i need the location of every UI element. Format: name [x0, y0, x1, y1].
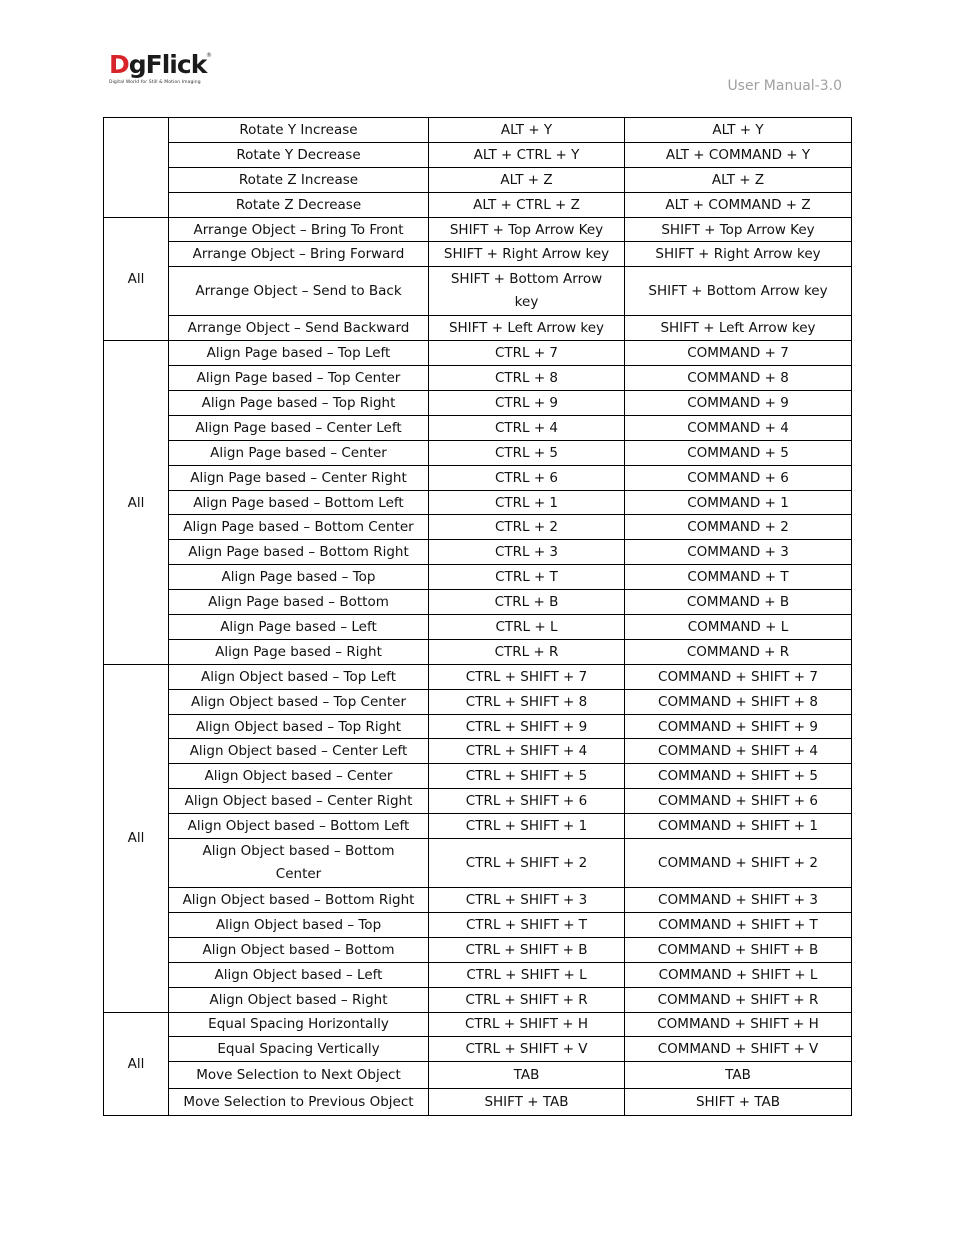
- action-cell: Align Object based – Bottom Right: [169, 888, 429, 913]
- action-cell: Align Object based – Bottom: [169, 937, 429, 962]
- action-cell: Rotate Y Increase: [169, 118, 429, 143]
- windows-shortcut-cell: CTRL + 5: [429, 440, 625, 465]
- action-cell: Align Object based – Left: [169, 962, 429, 987]
- action-cell: Rotate Z Increase: [169, 167, 429, 192]
- table-row: [104, 142, 852, 167]
- mac-shortcut-cell: COMMAND + SHIFT + T: [625, 912, 852, 937]
- action-cell: Align Object based – Center Right: [169, 789, 429, 814]
- action-cell: Rotate Z Decrease: [169, 192, 429, 217]
- windows-shortcut-cell: CTRL + SHIFT + 5: [429, 764, 625, 789]
- windows-shortcut-cell: CTRL + 2: [429, 515, 625, 540]
- action-cell: Arrange Object – Bring To Front: [169, 217, 429, 242]
- table-row: [104, 242, 852, 267]
- mac-shortcut-cell: COMMAND + 3: [625, 540, 852, 565]
- windows-shortcut-cell: TAB: [429, 1062, 625, 1089]
- action-cell: Equal Spacing Vertically: [169, 1037, 429, 1062]
- table-row: [104, 888, 852, 913]
- table-row: [104, 515, 852, 540]
- action-cell: Align Page based – Top Left: [169, 341, 429, 366]
- windows-shortcut-cell: CTRL + SHIFT + 1: [429, 814, 625, 839]
- table-row: [104, 739, 852, 764]
- table-row: [104, 267, 852, 316]
- logo-wordmark: DgFlick: [109, 50, 207, 79]
- logo-tagline: Digital World for Still & Motion Imaging: [109, 80, 201, 85]
- windows-shortcut-cell: CTRL + SHIFT + 4: [429, 739, 625, 764]
- platform-group-cell: All: [104, 341, 169, 665]
- mac-shortcut-cell: SHIFT + TAB: [625, 1089, 852, 1116]
- windows-shortcut-cell: ALT + Z: [429, 167, 625, 192]
- action-cell: Align Page based – Center Right: [169, 465, 429, 490]
- windows-shortcut-cell: SHIFT + TAB: [429, 1089, 625, 1116]
- action-cell: Align Object based – Top Center: [169, 689, 429, 714]
- windows-shortcut-cell: CTRL + 8: [429, 366, 625, 391]
- mac-shortcut-cell: COMMAND + SHIFT + 5: [625, 764, 852, 789]
- platform-group-cell: All: [104, 1012, 169, 1116]
- table-row: [104, 639, 852, 664]
- table-row: [104, 962, 852, 987]
- action-cell: Align Page based – Top Center: [169, 366, 429, 391]
- windows-shortcut-cell: CTRL + SHIFT + B: [429, 937, 625, 962]
- mac-shortcut-cell: COMMAND + T: [625, 565, 852, 590]
- action-cell: Equal Spacing Horizontally: [169, 1012, 429, 1037]
- table-row: [104, 1037, 852, 1062]
- table-row: [104, 490, 852, 515]
- dgflick-logo: [109, 52, 219, 96]
- table-row: [104, 118, 852, 143]
- windows-shortcut-cell: CTRL + SHIFT + L: [429, 962, 625, 987]
- mac-shortcut-cell: ALT + Y: [625, 118, 852, 143]
- mac-shortcut-cell: SHIFT + Top Arrow Key: [625, 217, 852, 242]
- action-cell: Align Page based – Top: [169, 565, 429, 590]
- mac-shortcut-cell: COMMAND + SHIFT + 8: [625, 689, 852, 714]
- mac-shortcut-cell: COMMAND + 4: [625, 415, 852, 440]
- table-row: [104, 615, 852, 640]
- table-row: [104, 540, 852, 565]
- windows-shortcut-cell: CTRL + SHIFT + R: [429, 987, 625, 1012]
- windows-shortcut-cell: SHIFT + Top Arrow Key: [429, 217, 625, 242]
- mac-shortcut-cell: COMMAND + 8: [625, 366, 852, 391]
- shortcut-table-body: [104, 118, 852, 1116]
- windows-shortcut-cell: CTRL + 6: [429, 465, 625, 490]
- table-row: [104, 937, 852, 962]
- table-row: [104, 316, 852, 341]
- windows-shortcut-cell: ALT + Y: [429, 118, 625, 143]
- table-row: [104, 1062, 852, 1089]
- windows-shortcut-cell: CTRL + SHIFT + 8: [429, 689, 625, 714]
- table-row: [104, 987, 852, 1012]
- mac-shortcut-cell: COMMAND + 5: [625, 440, 852, 465]
- windows-shortcut-cell: SHIFT + Left Arrow key: [429, 316, 625, 341]
- action-cell: Align Page based – Bottom Right: [169, 540, 429, 565]
- action-cell: Move Selection to Previous Object: [169, 1089, 429, 1116]
- action-cell: Rotate Y Decrease: [169, 142, 429, 167]
- mac-shortcut-cell: COMMAND + 1: [625, 490, 852, 515]
- action-cell: Align Object based – Top Right: [169, 714, 429, 739]
- mac-shortcut-cell: SHIFT + Left Arrow key: [625, 316, 852, 341]
- table-row: [104, 341, 852, 366]
- table-row: [104, 839, 852, 888]
- action-cell: Align Page based – Right: [169, 639, 429, 664]
- action-cell: Align Page based – Bottom Left: [169, 490, 429, 515]
- windows-shortcut-cell: CTRL + R: [429, 639, 625, 664]
- windows-shortcut-cell: CTRL + 3: [429, 540, 625, 565]
- platform-group-cell: All: [104, 217, 169, 341]
- mac-shortcut-cell: COMMAND + R: [625, 639, 852, 664]
- table-row: [104, 465, 852, 490]
- table-row: [104, 764, 852, 789]
- table-row: [104, 1089, 852, 1116]
- mac-shortcut-cell: COMMAND + SHIFT + 4: [625, 739, 852, 764]
- windows-shortcut-cell: CTRL + B: [429, 590, 625, 615]
- shortcut-table: [103, 117, 852, 1116]
- mac-shortcut-cell: SHIFT + Bottom Arrow key: [625, 267, 852, 316]
- logo-registered-mark: ®: [206, 52, 212, 59]
- mac-shortcut-cell: COMMAND + SHIFT + 2: [625, 839, 852, 888]
- windows-shortcut-cell: ALT + CTRL + Z: [429, 192, 625, 217]
- windows-shortcut-cell: CTRL + SHIFT + T: [429, 912, 625, 937]
- mac-shortcut-cell: COMMAND + B: [625, 590, 852, 615]
- table-row: [104, 1012, 852, 1037]
- mac-shortcut-cell: COMMAND + SHIFT + L: [625, 962, 852, 987]
- windows-shortcut-cell: CTRL + SHIFT + V: [429, 1037, 625, 1062]
- windows-shortcut-cell: SHIFT + Right Arrow key: [429, 242, 625, 267]
- windows-shortcut-cell: ALT + CTRL + Y: [429, 142, 625, 167]
- windows-shortcut-cell: CTRL + SHIFT + 6: [429, 789, 625, 814]
- mac-shortcut-cell: COMMAND + SHIFT + 9: [625, 714, 852, 739]
- mac-shortcut-cell: TAB: [625, 1062, 852, 1089]
- table-row: [104, 366, 852, 391]
- action-cell: Arrange Object – Send Backward: [169, 316, 429, 341]
- windows-shortcut-cell: CTRL + SHIFT + H: [429, 1012, 625, 1037]
- action-cell: Align Page based – Center Left: [169, 415, 429, 440]
- table-row: [104, 565, 852, 590]
- action-cell: Arrange Object – Bring Forward: [169, 242, 429, 267]
- mac-shortcut-cell: SHIFT + Right Arrow key: [625, 242, 852, 267]
- mac-shortcut-cell: COMMAND + SHIFT + 7: [625, 664, 852, 689]
- action-cell: Align Object based – Center Left: [169, 739, 429, 764]
- windows-shortcut-cell: CTRL + 9: [429, 391, 625, 416]
- windows-shortcut-cell: CTRL + SHIFT + 3: [429, 888, 625, 913]
- mac-shortcut-cell: COMMAND + SHIFT + H: [625, 1012, 852, 1037]
- action-cell: Align Object based – Center: [169, 764, 429, 789]
- mac-shortcut-cell: COMMAND + SHIFT + V: [625, 1037, 852, 1062]
- table-row: [104, 440, 852, 465]
- action-cell: Align Page based – Top Right: [169, 391, 429, 416]
- action-cell: Align Page based – Left: [169, 615, 429, 640]
- windows-shortcut-cell: CTRL + 1: [429, 490, 625, 515]
- mac-shortcut-cell: ALT + Z: [625, 167, 852, 192]
- table-row: [104, 415, 852, 440]
- action-cell: Move Selection to Next Object: [169, 1062, 429, 1089]
- mac-shortcut-cell: COMMAND + SHIFT + 3: [625, 888, 852, 913]
- table-row: [104, 912, 852, 937]
- action-cell: Align Object based – Top: [169, 912, 429, 937]
- mac-shortcut-cell: COMMAND + SHIFT + 1: [625, 814, 852, 839]
- mac-shortcut-cell: COMMAND + 6: [625, 465, 852, 490]
- windows-shortcut-cell: SHIFT + Bottom Arrow key: [429, 267, 625, 316]
- mac-shortcut-cell: ALT + COMMAND + Z: [625, 192, 852, 217]
- action-cell: Align Page based – Center: [169, 440, 429, 465]
- windows-shortcut-cell: CTRL + L: [429, 615, 625, 640]
- table-row: [104, 814, 852, 839]
- table-row: [104, 714, 852, 739]
- table-row: [104, 590, 852, 615]
- windows-shortcut-cell: CTRL + SHIFT + 7: [429, 664, 625, 689]
- mac-shortcut-cell: COMMAND + 7: [625, 341, 852, 366]
- table-row: [104, 217, 852, 242]
- manual-version: User Manual-3.0: [727, 78, 842, 94]
- action-cell: Align Object based – Bottom Center: [169, 839, 429, 888]
- windows-shortcut-cell: CTRL + 7: [429, 341, 625, 366]
- action-cell: Align Object based – Right: [169, 987, 429, 1012]
- table-row: [104, 167, 852, 192]
- table-row: [104, 789, 852, 814]
- platform-group-cell: All: [104, 664, 169, 1012]
- windows-shortcut-cell: CTRL + T: [429, 565, 625, 590]
- mac-shortcut-cell: COMMAND + 9: [625, 391, 852, 416]
- action-cell: Align Object based – Bottom Left: [169, 814, 429, 839]
- action-cell: Align Object based – Top Left: [169, 664, 429, 689]
- table-row: [104, 664, 852, 689]
- windows-shortcut-cell: CTRL + SHIFT + 9: [429, 714, 625, 739]
- mac-shortcut-cell: ALT + COMMAND + Y: [625, 142, 852, 167]
- mac-shortcut-cell: COMMAND + SHIFT + R: [625, 987, 852, 1012]
- action-cell: Align Page based – Bottom Center: [169, 515, 429, 540]
- mac-shortcut-cell: COMMAND + SHIFT + 6: [625, 789, 852, 814]
- platform-group-cell: [104, 118, 169, 218]
- windows-shortcut-cell: CTRL + SHIFT + 2: [429, 839, 625, 888]
- mac-shortcut-cell: COMMAND + 2: [625, 515, 852, 540]
- table-row: [104, 391, 852, 416]
- mac-shortcut-cell: COMMAND + SHIFT + B: [625, 937, 852, 962]
- windows-shortcut-cell: CTRL + 4: [429, 415, 625, 440]
- action-cell: Arrange Object – Send to Back: [169, 267, 429, 316]
- action-cell: Align Page based – Bottom: [169, 590, 429, 615]
- mac-shortcut-cell: COMMAND + L: [625, 615, 852, 640]
- table-row: [104, 192, 852, 217]
- table-row: [104, 689, 852, 714]
